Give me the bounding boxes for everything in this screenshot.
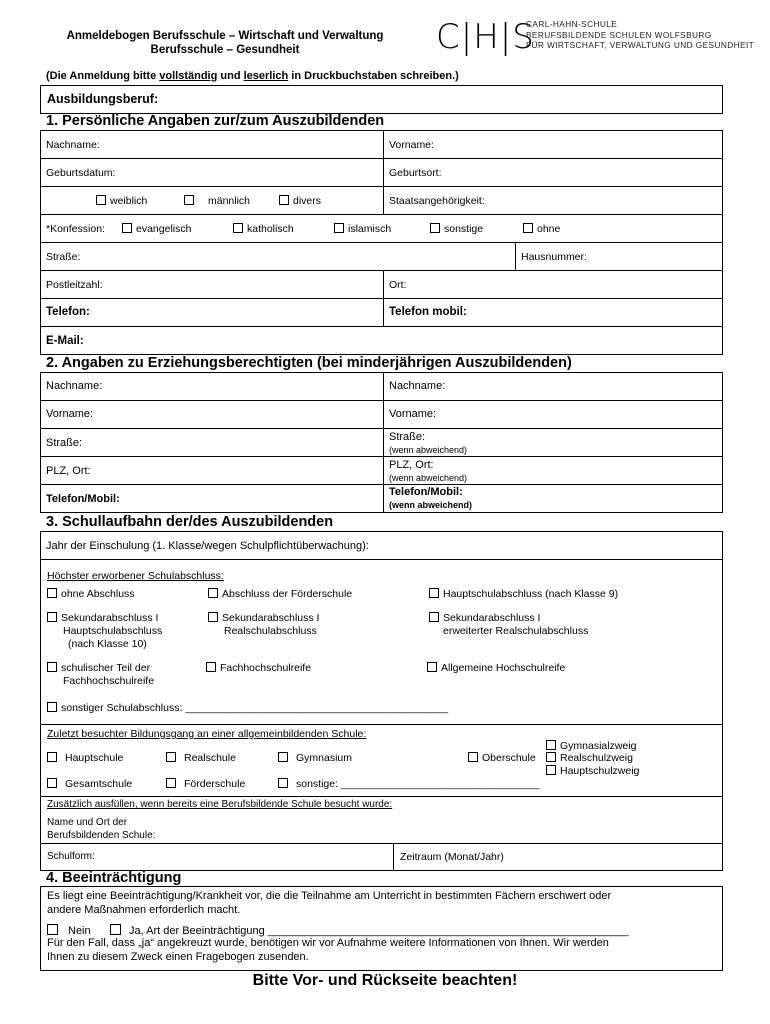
- opt-oberschule[interactable]: [468, 752, 536, 764]
- opt-gymnasialzweig[interactable]: [546, 740, 636, 752]
- opt-sek1-haupt-c: (nach Klasse 10): [68, 638, 147, 650]
- checkbox-evangelisch[interactable]: [122, 223, 132, 233]
- ausbildungsberuf-label: Ausbildungsberuf:: [47, 92, 159, 106]
- beeintraechtigung-text2: andere Maßnahmen erforderlich macht.: [47, 903, 241, 916]
- opt-sek1-real-a: Sekundarabschluss I: [222, 612, 320, 624]
- instruction-pre: (Die Anmeldung bitte: [46, 70, 160, 82]
- email-field[interactable]: [40, 326, 723, 355]
- opt-hauptschule-label: Hauptschule: [65, 752, 124, 764]
- hoechster-label: Höchster erworbener Schulabschluss:: [47, 570, 224, 582]
- checkbox-fh-teil[interactable]: [47, 662, 57, 672]
- eb1-telefon-label: Telefon/Mobil:: [46, 493, 120, 505]
- school-info: [526, 19, 754, 51]
- opt-sek1-haupt-b: Hauptschulabschluss: [63, 625, 163, 637]
- opt-sonstige-schule[interactable]: [278, 778, 540, 790]
- opt-sek1-real-b: Realschulabschluss: [224, 625, 317, 637]
- eb1-plz-ort-label: PLZ, Ort:: [46, 465, 91, 477]
- school-name: CARL-HAHN-SCHULE: [526, 19, 618, 29]
- geburtsdatum-field[interactable]: [40, 158, 384, 187]
- ort-label: Ort:: [389, 279, 407, 291]
- eb2-strasse-abweichend: (wenn abweichend): [389, 445, 468, 455]
- vorname-field[interactable]: [383, 130, 723, 159]
- checkbox-gymnasialzweig[interactable]: [546, 740, 556, 750]
- opt-ja[interactable]: [110, 924, 629, 937]
- instruction: [46, 70, 459, 82]
- opt-sek1-erw[interactable]: [429, 612, 588, 638]
- opt-gesamtschule-label: Gesamtschule: [65, 778, 133, 790]
- instruction-post: in Druckbuchstaben schreiben.): [288, 70, 459, 82]
- school-line2: BERUFSBILDENDE SCHULEN WOLFSBURG: [526, 29, 712, 40]
- checkbox-hauptschulabschluss[interactable]: [429, 588, 439, 598]
- checkbox-hochschulreife[interactable]: [427, 662, 437, 672]
- konfession-evangelisch[interactable]: [122, 223, 191, 235]
- beeintraechtigung-hinweis: [47, 937, 609, 964]
- eb1-strasse-label: Straße:: [46, 437, 83, 449]
- checkbox-sonstige[interactable]: [430, 223, 440, 233]
- beeintraechtigung-hinweis1: Für den Fall, dass „ja“ angekreuzt wurde, benötigen wir vor Aufnahme weitere Informationen von Ihnen. Wir werden: [47, 937, 609, 949]
- opt-foerderschule[interactable]: [166, 778, 245, 790]
- opt-realschule[interactable]: [166, 752, 236, 764]
- bbs-name-ort-b: Berufsbildenden Schule:: [47, 829, 156, 841]
- opt-sek1-real[interactable]: [208, 612, 319, 638]
- checkbox-weiblich[interactable]: [96, 195, 106, 205]
- eb1-strasse-field[interactable]: [40, 428, 384, 457]
- checkbox-sonstige-schule[interactable]: [278, 778, 288, 788]
- form-title-line1: Anmeldebogen Berufsschule – Wirtschaft und Verwaltung: [66, 30, 384, 42]
- checkbox-katholisch[interactable]: [233, 223, 243, 233]
- geburtsdatum-label: Geburtsdatum:: [46, 167, 116, 179]
- hausnummer-field[interactable]: [515, 242, 723, 271]
- ausbildungsberuf-field[interactable]: [40, 85, 723, 114]
- checkbox-realschule[interactable]: [166, 752, 176, 762]
- opt-ja-label: Ja, Art der Beeinträchtigung ___________________________________________________________: [129, 925, 629, 937]
- konfession-sonstige[interactable]: [430, 223, 483, 235]
- opt-realschulzweig[interactable]: [546, 752, 633, 764]
- opt-sek1-haupt-a: Sekundarabschluss I: [61, 612, 159, 624]
- beeintraechtigung-hinweis2: Ihnen zu diesem Zweck einen Fragebogen zusenden.: [47, 950, 309, 963]
- checkbox-hauptschule[interactable]: [47, 752, 57, 762]
- opt-sonstiger-abschluss[interactable]: [47, 702, 448, 714]
- bbs-name-ort-field[interactable]: [47, 817, 155, 842]
- opt-hochschulreife-label: Allgemeine Hochschulreife: [441, 662, 566, 674]
- staatsangehoerigkeit-label: Staatsangehörigkeit:: [389, 195, 485, 207]
- beeintraechtigung-text1: Es liegt eine Beeinträchtigung/Krankheit vor, die die Teilnahme am Unterricht in bestimmten Fächern erschwert oder: [47, 890, 612, 902]
- opt-foerderschule-abschluss[interactable]: [208, 588, 352, 600]
- konfession-ohne-label: ohne: [537, 223, 561, 235]
- opt-foerderschule-label: Förderschule: [184, 778, 246, 790]
- zusaetzlich-label: Zusätzlich ausfüllen, wenn bereits eine Berufsbildende Schule besucht wurde:: [47, 799, 393, 810]
- section3-title: 3. Schullaufbahn der/des Auszubildenden: [46, 514, 334, 530]
- einschulung-label: Jahr der Einschulung (1. Klasse/wegen Schulpflichtüberwachung):: [46, 540, 369, 552]
- checkbox-sek1-real[interactable]: [208, 612, 218, 622]
- bbs-box: [40, 796, 723, 844]
- eb2-telefon-field[interactable]: [383, 484, 723, 513]
- opt-nein-label: Nein: [68, 925, 91, 937]
- schulabschluss-box: [40, 559, 723, 725]
- opt-foerderschule-abschluss-label: Abschluss der Förderschule: [222, 588, 353, 600]
- opt-hauptschulzweig[interactable]: [546, 765, 639, 777]
- eb1-plz-ort-field[interactable]: [40, 456, 384, 485]
- opt-nein[interactable]: [47, 924, 91, 937]
- checkbox-hauptschulzweig[interactable]: [546, 765, 556, 775]
- eb2-plz-ort-field[interactable]: [383, 456, 723, 485]
- bildungsgang-box: [40, 724, 723, 797]
- checkbox-ja[interactable]: [110, 924, 121, 935]
- konfession-label: *Konfession:: [46, 223, 105, 235]
- gender-divers-label: divers: [293, 195, 322, 207]
- section2-title: 2. Angaben zu Erziehungsberechtigten (bei minderjährigen Auszubildenden): [46, 355, 572, 371]
- checkbox-sek1-haupt[interactable]: [47, 612, 57, 622]
- opt-hochschulreife[interactable]: [427, 662, 565, 674]
- eb1-nachname-label: Nachname:: [46, 380, 103, 392]
- telefon-field[interactable]: [40, 298, 384, 327]
- eb2-vorname-field[interactable]: [383, 400, 723, 429]
- checkbox-fachhochschulreife[interactable]: [206, 662, 216, 672]
- geburtsort-field[interactable]: [383, 158, 723, 187]
- gender-row: [40, 186, 384, 215]
- opt-fachhochschulreife[interactable]: [206, 662, 311, 674]
- nachname-label: Nachname:: [46, 139, 100, 151]
- opt-sek1-erw-a: Sekundarabschluss I: [443, 612, 541, 624]
- instruction-mid: und: [217, 70, 244, 82]
- postleitzahl-label: Postleitzahl:: [46, 279, 103, 291]
- beeintraechtigung-box: [40, 886, 723, 971]
- form-title-line2: Berufsschule – Gesundheit: [150, 44, 300, 56]
- konfession-row: [40, 214, 723, 243]
- checkbox-sek1-erw[interactable]: [429, 612, 439, 622]
- eb1-vorname-field[interactable]: [40, 400, 384, 429]
- nachname-field[interactable]: [40, 130, 384, 159]
- konfession-sonstige-label: sonstige: [444, 223, 484, 235]
- konfession-islamisch-label: islamisch: [348, 223, 392, 235]
- checkbox-gesamtschule[interactable]: [47, 778, 57, 788]
- checkbox-realschulzweig[interactable]: [546, 752, 556, 762]
- zeitraum-label: Zeitraum (Monat/Jahr): [400, 851, 504, 863]
- instruction-leserlich: leserlich: [243, 70, 289, 82]
- opt-hauptschule[interactable]: [47, 752, 123, 764]
- opt-sek1-haupt[interactable]: [47, 612, 162, 651]
- strasse-field[interactable]: [40, 242, 516, 271]
- opt-realschule-label: Realschule: [184, 752, 236, 764]
- konfession-evangelisch-label: evangelisch: [136, 223, 192, 235]
- eb2-nachname-field[interactable]: [383, 372, 723, 401]
- school-line3: FÜR WIRTSCHAFT, VERWALTUNG UND GESUNDHEIT: [526, 40, 755, 50]
- gender-weiblich-label: weiblich: [110, 195, 148, 207]
- opt-sek1-erw-b: erweiterter Realschulabschluss: [443, 625, 589, 637]
- opt-sonstiger-abschluss-label: sonstiger Schulabschluss: _____________________________________________: [61, 702, 449, 714]
- opt-fh-teil-b: Fachhochschulreife: [63, 675, 155, 687]
- eb2-strasse-field[interactable]: [383, 428, 723, 457]
- beeintraechtigung-text: [47, 890, 611, 917]
- opt-hauptschulabschluss[interactable]: [429, 588, 618, 600]
- konfession-ohne[interactable]: [523, 223, 560, 235]
- instruction-vollstaendig: vollständig: [159, 70, 218, 82]
- eb1-nachname-field[interactable]: [40, 372, 384, 401]
- section4-title: 4. Beeinträchtigung: [46, 870, 182, 886]
- eb2-strasse-label: Straße:: [389, 431, 426, 443]
- zuletzt-label: Zuletzt besuchter Bildungsgang an einer allgemeinbildenden Schule:: [47, 728, 367, 740]
- telefon-mobil-label: Telefon mobil:: [389, 306, 467, 318]
- checkbox-divers[interactable]: [279, 195, 289, 205]
- telefon-label: Telefon:: [46, 306, 90, 318]
- opt-ohne-abschluss[interactable]: [47, 588, 135, 600]
- opt-realschulzweig-label: Realschulzweig: [560, 752, 633, 764]
- footer-note: Bitte Vor- und Rückseite beachten!: [252, 972, 518, 989]
- checkbox-ohne-abschluss[interactable]: [47, 588, 57, 598]
- eb2-telefon-label: Telefon/Mobil:: [389, 486, 463, 498]
- gender-divers[interactable]: [279, 195, 321, 207]
- checkbox-foerderschule[interactable]: [166, 778, 176, 788]
- postleitzahl-field[interactable]: [40, 270, 384, 299]
- checkbox-nein[interactable]: [47, 924, 58, 935]
- schulform-field[interactable]: [40, 843, 394, 871]
- opt-gesamtschule[interactable]: [47, 778, 132, 790]
- opt-fh-teil-a: schulischer Teil der: [61, 662, 151, 674]
- opt-gymnasialzweig-label: Gymnasialzweig: [560, 740, 637, 752]
- opt-oberschule-label: Oberschule: [482, 752, 536, 764]
- konfession-katholisch-label: katholisch: [247, 223, 294, 235]
- zeitraum-field[interactable]: [393, 843, 723, 871]
- eb2-nachname-label: Nachname:: [389, 380, 446, 392]
- checkbox-islamisch[interactable]: [334, 223, 344, 233]
- opt-gymnasium-label: Gymnasium: [296, 752, 353, 764]
- eb2-vorname-label: Vorname:: [389, 408, 437, 420]
- opt-hauptschulabschluss-label: Hauptschulabschluss (nach Klasse 9): [443, 588, 619, 600]
- section1-title: 1. Persönliche Angaben zur/zum Auszubildenden: [46, 113, 385, 129]
- opt-gymnasium[interactable]: [278, 752, 352, 764]
- opt-hauptschulzweig-label: Hauptschulzweig: [560, 765, 640, 777]
- eb2-telefon-abweichend: (wenn abweichend): [389, 500, 473, 510]
- hausnummer-label: Hausnummer:: [521, 251, 587, 263]
- telefon-mobil-field[interactable]: [383, 298, 723, 327]
- gender-weiblich[interactable]: [96, 195, 147, 207]
- gender-maennlich-label: männlich: [208, 195, 251, 207]
- checkbox-maennlich[interactable]: [184, 195, 194, 205]
- eb2-plz-ort-abweichend: (wenn abweichend): [389, 473, 468, 483]
- schulform-label: Schulform:: [47, 851, 95, 862]
- staatsangehoerigkeit-field[interactable]: [383, 186, 723, 215]
- school-logo: C|H|S: [436, 17, 535, 57]
- einschulung-field[interactable]: [40, 531, 723, 560]
- checkbox-foerderschule-abschluss[interactable]: [208, 588, 218, 598]
- vorname-label: Vorname:: [389, 139, 434, 151]
- eb1-vorname-label: Vorname:: [46, 408, 94, 420]
- geburtsort-label: Geburtsort:: [389, 167, 442, 179]
- opt-sonstige-schule-label: sonstige: __________________________________: [296, 778, 540, 790]
- eb2-plz-ort-label: PLZ, Ort:: [389, 459, 434, 471]
- gender-maennlich[interactable]: [184, 195, 250, 207]
- opt-fachhochschulreife-label: Fachhochschulreife: [220, 662, 312, 674]
- checkbox-gymnasium[interactable]: [278, 752, 288, 762]
- checkbox-oberschule[interactable]: [468, 752, 478, 762]
- eb1-telefon-field[interactable]: [40, 484, 384, 513]
- konfession-katholisch[interactable]: [233, 223, 294, 235]
- ort-field[interactable]: [383, 270, 723, 299]
- checkbox-ohne[interactable]: [523, 223, 533, 233]
- email-label: E-Mail:: [46, 335, 84, 347]
- bbs-name-ort-a: Name und Ort der: [47, 817, 128, 828]
- opt-fh-teil[interactable]: [47, 662, 154, 688]
- strasse-label: Straße:: [46, 251, 81, 263]
- opt-ohne-abschluss-label: ohne Abschluss: [61, 588, 135, 600]
- konfession-islamisch[interactable]: [334, 223, 391, 235]
- form-title: [40, 29, 410, 57]
- checkbox-sonstiger-abschluss[interactable]: [47, 702, 57, 712]
